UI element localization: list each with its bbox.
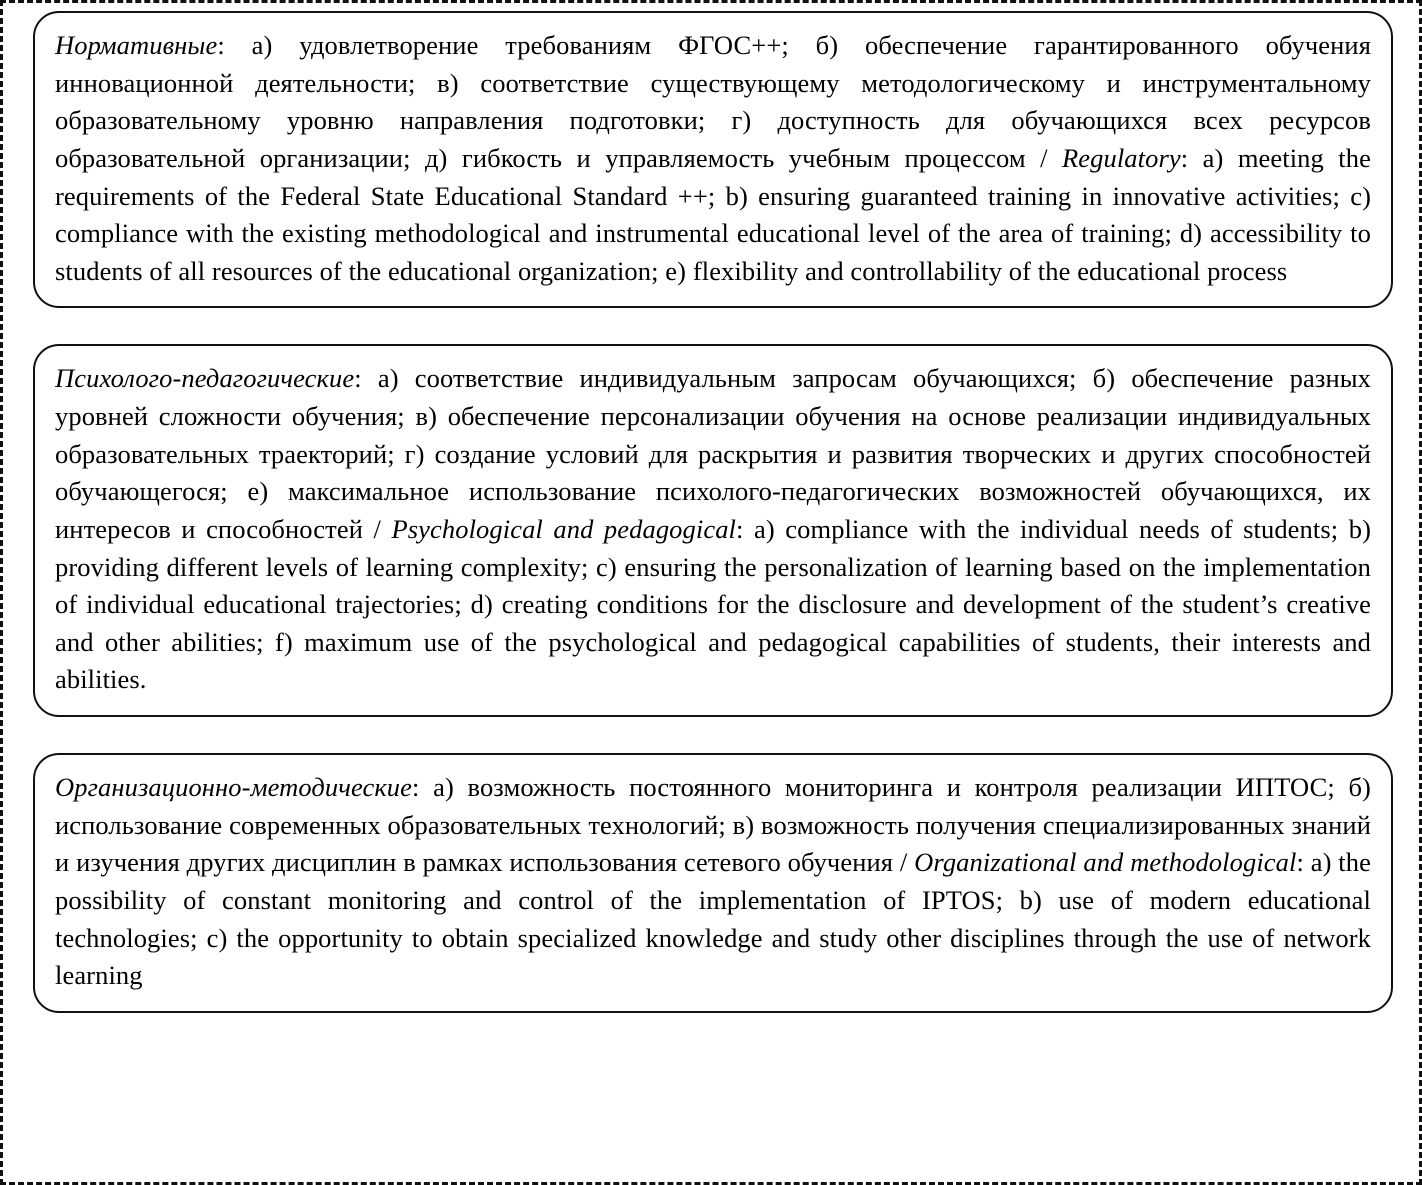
- criteria-card-organizational-methodological: [33, 753, 1393, 1013]
- criteria-en-lead: Psychological and pedagogical: [391, 513, 737, 544]
- criteria-card-psychological-pedagogical: [33, 344, 1393, 717]
- criteria-en-text: : a) compliance with the individual needs of students; b) providing different levels of learning complexity; c) ensuring the personalization of learning based on the implementation of individual educational trajectories; d) creating conditions for the disclosure and development of the student’s creative and other abilities; f) maximum use of the psychological and pedagogical capabilities of students, their interests and abilities.: [55, 513, 1372, 695]
- criteria-en-lead: Regulatory: [1062, 142, 1181, 173]
- criteria-separator: /: [373, 513, 392, 544]
- criteria-ru-lead: Организационно-методические: [55, 772, 413, 802]
- criteria-ru-lead: Психолого-педагогические: [55, 363, 355, 394]
- criteria-card-regulatory: [33, 11, 1393, 308]
- criteria-en-lead: Organizational and methodological: [914, 847, 1297, 878]
- criteria-paragraph: [55, 769, 1371, 995]
- criteria-en-text: : a) meeting the requirements of the Federal State Educational Standard ++; b) ensuring guaranteed training in innovative activities; c) compliance with the existing methodological and instrumental educational level of the area of training; d) accessibility to students of all resources of the educational organization; e) flexibility and controllability of the educational process: [55, 142, 1371, 286]
- criteria-card-stack: [33, 11, 1393, 1013]
- criteria-ru-text: : а) удовлетворение требованиям ФГОС++; б) обеспечение гарантированного обучения инновационной деятельности; в) соответствие существующему методологическому и инструментальному образовательному уровню направления подготовки; г) доступность для обучающихся всех ресурсов образовательной организации; д) гибкость и управляемость учебным процессом: [55, 30, 1371, 173]
- criteria-ru-text: : а) возможность постоянного мониторинга и контроля реализации ИПТОС; б) использование современных образовательных технологий; в) возможность получения специализированных знаний и изучения других дисциплин в рамках использования сетевого обучения: [55, 772, 1371, 878]
- criteria-ru-text: : а) соответствие индивидуальным запросам обучающихся; б) обеспечение разных уровней сложности обучения; в) обеспечение персонализации обучения на основе реализации индивидуальных образовательных траекторий; г) создание условий для раскрытия и развития творческих и других способностей обучающегося; е) максимальное использование психолого-педагогических возможностей обучающихся, их интересов и способностей: [55, 363, 1371, 544]
- criteria-separator: /: [899, 847, 915, 878]
- criteria-ru-lead: Нормативные: [55, 30, 218, 60]
- criteria-separator: /: [1040, 142, 1062, 173]
- criteria-paragraph: [55, 27, 1371, 290]
- criteria-paragraph: [55, 360, 1371, 699]
- criteria-en-text: : a) the possibility of constant monitoring and control of the implementation of IPTOS; b) use of modern educational technologies; c) the opportunity to obtain specialized knowledge and study other disciplines through the use of network learning: [55, 847, 1371, 991]
